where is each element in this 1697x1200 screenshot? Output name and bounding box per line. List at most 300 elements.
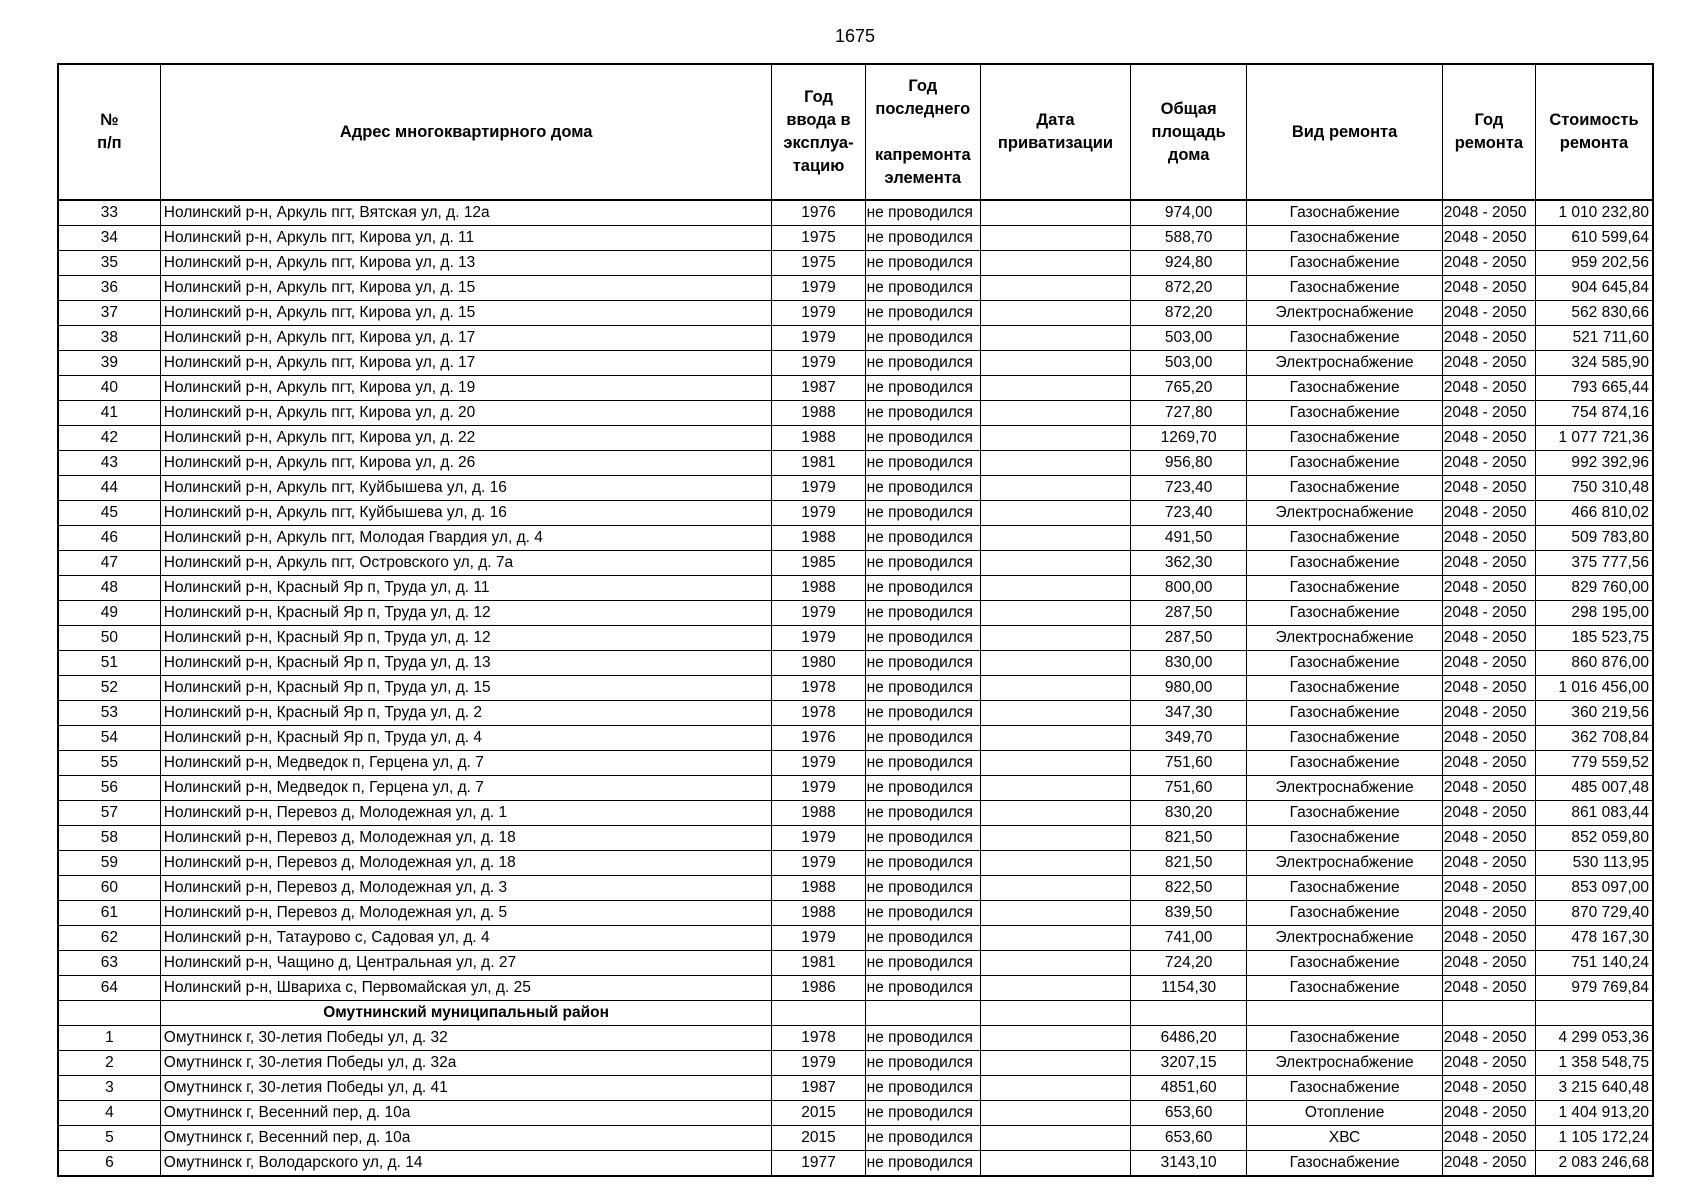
privatization-date-cell <box>981 1026 1131 1051</box>
address-cell: Нолинский р-н, Аркуль пгт, Кирова ул, д. 26 <box>160 451 772 476</box>
last-overhaul-cell: не проводился <box>865 551 980 576</box>
last-overhaul-cell: не проводился <box>865 401 980 426</box>
table-row <box>58 826 1653 851</box>
total-area-cell: 4851,60 <box>1130 1076 1246 1101</box>
row-number: 48 <box>58 576 160 601</box>
repair-kind-cell: Газоснабжение <box>1247 701 1442 726</box>
last-overhaul-cell: не проводился <box>865 301 980 326</box>
year-commissioned-cell: 1988 <box>772 876 865 901</box>
last-overhaul-cell: не проводился <box>865 801 980 826</box>
privatization-date-cell <box>981 926 1131 951</box>
last-overhaul-cell: не проводился <box>865 526 980 551</box>
year-commissioned-cell: 1988 <box>772 426 865 451</box>
address-cell: Нолинский р-н, Красный Яр п, Труда ул, д. 4 <box>160 726 772 751</box>
year-commissioned-cell: 1980 <box>772 651 865 676</box>
address-cell: Нолинский р-н, Аркуль пгт, Островского ул, д. 7а <box>160 551 772 576</box>
repair-kind-cell: Газоснабжение <box>1247 901 1442 926</box>
last-overhaul-cell: не проводился <box>865 326 980 351</box>
row-number: 63 <box>58 951 160 976</box>
address-cell: Нолинский р-н, Аркуль пгт, Кирова ул, д. 17 <box>160 351 772 376</box>
privatization-date-cell <box>981 276 1131 301</box>
privatization-date-cell <box>981 651 1131 676</box>
total-area-cell: 765,20 <box>1130 376 1246 401</box>
year-commissioned-cell: 1979 <box>772 751 865 776</box>
address-cell: Нолинский р-н, Аркуль пгт, Кирова ул, д. 17 <box>160 326 772 351</box>
repair-cost-cell: 185 523,75 <box>1535 626 1653 651</box>
repair-kind-cell: Газоснабжение <box>1247 726 1442 751</box>
address-cell: Нолинский р-н, Аркуль пгт, Кирова ул, д. 22 <box>160 426 772 451</box>
repair-kind-cell: Газоснабжение <box>1247 1151 1442 1177</box>
table-row <box>58 501 1653 526</box>
repair-cost-cell: 959 202,56 <box>1535 251 1653 276</box>
total-area-cell: 347,30 <box>1130 701 1246 726</box>
repair-cost-cell: 324 585,90 <box>1535 351 1653 376</box>
table-body-omutninsky <box>58 1026 1653 1177</box>
row-number: 47 <box>58 551 160 576</box>
address-cell: Нолинский р-н, Медведок п, Герцена ул, д. 7 <box>160 776 772 801</box>
privatization-date-cell <box>981 751 1131 776</box>
address-cell: Нолинский р-н, Аркуль пгт, Кирова ул, д. 15 <box>160 301 772 326</box>
address-cell: Нолинский р-н, Швариха с, Первомайская ул, д. 25 <box>160 976 772 1001</box>
row-number: 5 <box>58 1126 160 1151</box>
last-overhaul-cell: не проводился <box>865 976 980 1001</box>
last-overhaul-cell: не проводился <box>865 351 980 376</box>
last-overhaul-cell: не проводился <box>865 1076 980 1101</box>
total-area-cell: 980,00 <box>1130 676 1246 701</box>
year-commissioned-cell: 1979 <box>772 476 865 501</box>
repair-kind-cell: Газоснабжение <box>1247 451 1442 476</box>
privatization-date-cell <box>981 701 1131 726</box>
total-area-cell: 800,00 <box>1130 576 1246 601</box>
privatization-date-cell <box>981 376 1131 401</box>
privatization-date-cell <box>981 1126 1131 1151</box>
last-overhaul-cell: не проводился <box>865 251 980 276</box>
repair-year-cell: 2048 - 2050 <box>1442 626 1535 651</box>
repair-year-cell: 2048 - 2050 <box>1442 851 1535 876</box>
table-body-nolinsky <box>58 200 1653 1001</box>
row-number: 51 <box>58 651 160 676</box>
table-row <box>58 601 1653 626</box>
repair-year-cell: 2048 - 2050 <box>1442 726 1535 751</box>
address-cell: Нолинский р-н, Перевоз д, Молодежная ул, д. 5 <box>160 901 772 926</box>
table-cell <box>1442 1001 1535 1026</box>
table-row <box>58 476 1653 501</box>
table-header <box>58 64 1653 200</box>
repair-cost-cell: 870 729,40 <box>1535 901 1653 926</box>
repair-year-cell: 2048 - 2050 <box>1442 701 1535 726</box>
repair-cost-cell: 1 010 232,80 <box>1535 200 1653 226</box>
table-row <box>58 626 1653 651</box>
address-cell: Омутнинск г, Весенний пер, д. 10а <box>160 1126 772 1151</box>
address-cell: Нолинский р-н, Аркуль пгт, Кирова ул, д. 20 <box>160 401 772 426</box>
year-commissioned-cell: 1979 <box>772 301 865 326</box>
row-number: 43 <box>58 451 160 476</box>
year-commissioned-cell: 1977 <box>772 1151 865 1177</box>
privatization-date-cell <box>981 1101 1131 1126</box>
row-number: 50 <box>58 626 160 651</box>
last-overhaul-cell: не проводился <box>865 851 980 876</box>
privatization-date-cell <box>981 951 1131 976</box>
address-cell: Нолинский р-н, Татаурово с, Садовая ул, д. 4 <box>160 926 772 951</box>
total-area-cell: 491,50 <box>1130 526 1246 551</box>
address-cell: Нолинский р-н, Аркуль пгт, Куйбышева ул, д. 16 <box>160 476 772 501</box>
repair-cost-cell: 562 830,66 <box>1535 301 1653 326</box>
repair-year-cell: 2048 - 2050 <box>1442 776 1535 801</box>
total-area-cell: 830,00 <box>1130 651 1246 676</box>
repair-cost-cell: 751 140,24 <box>1535 951 1653 976</box>
last-overhaul-cell: не проводился <box>865 651 980 676</box>
repair-year-cell: 2048 - 2050 <box>1442 276 1535 301</box>
repair-cost-cell: 509 783,80 <box>1535 526 1653 551</box>
row-number: 3 <box>58 1076 160 1101</box>
repair-year-cell: 2048 - 2050 <box>1442 801 1535 826</box>
row-number: 57 <box>58 801 160 826</box>
table-cell <box>58 1001 160 1026</box>
total-area-cell: 741,00 <box>1130 926 1246 951</box>
table-row <box>58 1126 1653 1151</box>
last-overhaul-cell: не проводился <box>865 426 980 451</box>
repair-year-cell: 2048 - 2050 <box>1442 1076 1535 1101</box>
address-cell: Нолинский р-н, Аркуль пгт, Кирова ул, д. 15 <box>160 276 772 301</box>
address-cell: Нолинский р-н, Аркуль пгт, Вятская ул, д. 12а <box>160 200 772 226</box>
repair-cost-cell: 478 167,30 <box>1535 926 1653 951</box>
address-cell: Нолинский р-н, Аркуль пгт, Кирова ул, д. 13 <box>160 251 772 276</box>
table-row <box>58 426 1653 451</box>
address-cell: Нолинский р-н, Красный Яр п, Труда ул, д. 2 <box>160 701 772 726</box>
table-row <box>58 526 1653 551</box>
repair-kind-cell: Газоснабжение <box>1247 426 1442 451</box>
repair-year-cell: 2048 - 2050 <box>1442 676 1535 701</box>
total-area-cell: 588,70 <box>1130 226 1246 251</box>
last-overhaul-cell: не проводился <box>865 626 980 651</box>
year-commissioned-cell: 1988 <box>772 901 865 926</box>
row-number: 49 <box>58 601 160 626</box>
repair-cost-cell: 298 195,00 <box>1535 601 1653 626</box>
total-area-cell: 349,70 <box>1130 726 1246 751</box>
district-row <box>58 1001 1653 1026</box>
repair-kind-cell: Газоснабжение <box>1247 476 1442 501</box>
repair-kind-cell: Газоснабжение <box>1247 801 1442 826</box>
privatization-date-cell <box>981 451 1131 476</box>
repair-year-cell: 2048 - 2050 <box>1442 876 1535 901</box>
repair-registry-table <box>57 63 1654 1177</box>
privatization-date-cell <box>981 526 1131 551</box>
repair-year-cell: 2048 - 2050 <box>1442 526 1535 551</box>
table-row <box>58 751 1653 776</box>
repair-year-cell: 2048 - 2050 <box>1442 901 1535 926</box>
total-area-cell: 974,00 <box>1130 200 1246 226</box>
repair-year-cell: 2048 - 2050 <box>1442 251 1535 276</box>
last-overhaul-cell: не проводился <box>865 1051 980 1076</box>
address-cell: Нолинский р-н, Красный Яр п, Труда ул, д. 15 <box>160 676 772 701</box>
address-cell: Нолинский р-н, Перевоз д, Молодежная ул, д. 18 <box>160 851 772 876</box>
repair-cost-cell: 1 358 548,75 <box>1535 1051 1653 1076</box>
row-number: 56 <box>58 776 160 801</box>
year-commissioned-cell: 1979 <box>772 851 865 876</box>
repair-year-cell: 2048 - 2050 <box>1442 1101 1535 1126</box>
row-number: 45 <box>58 501 160 526</box>
total-area-cell: 839,50 <box>1130 901 1246 926</box>
repair-cost-cell: 853 097,00 <box>1535 876 1653 901</box>
repair-cost-cell: 779 559,52 <box>1535 751 1653 776</box>
repair-cost-cell: 793 665,44 <box>1535 376 1653 401</box>
last-overhaul-cell: не проводился <box>865 451 980 476</box>
repair-year-cell: 2048 - 2050 <box>1442 551 1535 576</box>
address-cell: Нолинский р-н, Перевоз д, Молодежная ул, д. 3 <box>160 876 772 901</box>
year-commissioned-cell: 1979 <box>772 926 865 951</box>
row-number: 1 <box>58 1026 160 1051</box>
last-overhaul-cell: не проводился <box>865 226 980 251</box>
year-commissioned-cell: 1978 <box>772 676 865 701</box>
year-commissioned-cell: 1988 <box>772 576 865 601</box>
address-cell: Нолинский р-н, Аркуль пгт, Молодая Гвардия ул, д. 4 <box>160 526 772 551</box>
repair-kind-cell: Электроснабжение <box>1247 351 1442 376</box>
row-number: 4 <box>58 1101 160 1126</box>
total-area-cell: 956,80 <box>1130 451 1246 476</box>
total-area-cell: 872,20 <box>1130 301 1246 326</box>
table-row <box>58 1101 1653 1126</box>
privatization-date-cell <box>981 726 1131 751</box>
privatization-date-cell <box>981 676 1131 701</box>
repair-cost-cell: 485 007,48 <box>1535 776 1653 801</box>
year-commissioned-cell: 1975 <box>772 226 865 251</box>
address-cell: Нолинский р-н, Красный Яр п, Труда ул, д. 12 <box>160 626 772 651</box>
year-commissioned-cell: 1988 <box>772 526 865 551</box>
last-overhaul-cell: не проводился <box>865 376 980 401</box>
last-overhaul-cell: не проводился <box>865 901 980 926</box>
last-overhaul-cell: не проводился <box>865 476 980 501</box>
repair-year-cell: 2048 - 2050 <box>1442 1026 1535 1051</box>
last-overhaul-cell: не проводился <box>865 1151 980 1177</box>
year-commissioned-cell: 1979 <box>772 826 865 851</box>
row-number: 6 <box>58 1151 160 1177</box>
district-title: Омутнинский муниципальный район <box>160 1001 772 1026</box>
row-number: 37 <box>58 301 160 326</box>
repair-year-cell: 2048 - 2050 <box>1442 426 1535 451</box>
row-number: 52 <box>58 676 160 701</box>
privatization-date-cell <box>981 576 1131 601</box>
address-cell: Нолинский р-н, Перевоз д, Молодежная ул, д. 1 <box>160 801 772 826</box>
total-area-cell: 503,00 <box>1130 326 1246 351</box>
repair-year-cell: 2048 - 2050 <box>1442 1126 1535 1151</box>
total-area-cell: 723,40 <box>1130 476 1246 501</box>
total-area-cell: 362,30 <box>1130 551 1246 576</box>
last-overhaul-cell: не проводился <box>865 1126 980 1151</box>
repair-kind-cell: Отопление <box>1247 1101 1442 1126</box>
repair-kind-cell: Газоснабжение <box>1247 1076 1442 1101</box>
repair-kind-cell: Газоснабжение <box>1247 251 1442 276</box>
table-row <box>58 901 1653 926</box>
row-number: 33 <box>58 200 160 226</box>
repair-year-cell: 2048 - 2050 <box>1442 226 1535 251</box>
repair-cost-cell: 4 299 053,36 <box>1535 1026 1653 1051</box>
last-overhaul-cell: не проводился <box>865 676 980 701</box>
address-cell: Нолинский р-н, Красный Яр п, Труда ул, д. 13 <box>160 651 772 676</box>
repair-cost-cell: 1 077 721,36 <box>1535 426 1653 451</box>
repair-kind-cell: Электроснабжение <box>1247 626 1442 651</box>
repair-cost-cell: 860 876,00 <box>1535 651 1653 676</box>
repair-year-cell: 2048 - 2050 <box>1442 451 1535 476</box>
repair-kind-cell: Газоснабжение <box>1247 200 1442 226</box>
last-overhaul-cell: не проводился <box>865 751 980 776</box>
repair-cost-cell: 466 810,02 <box>1535 501 1653 526</box>
header-repair-kind: Вид ремонта <box>1247 64 1442 200</box>
repair-cost-cell: 1 105 172,24 <box>1535 1126 1653 1151</box>
total-area-cell: 3143,10 <box>1130 1151 1246 1177</box>
table-row <box>58 276 1653 301</box>
repair-cost-cell: 754 874,16 <box>1535 401 1653 426</box>
row-number: 58 <box>58 826 160 851</box>
table-row <box>58 726 1653 751</box>
address-cell: Нолинский р-н, Перевоз д, Молодежная ул, д. 18 <box>160 826 772 851</box>
privatization-date-cell <box>981 551 1131 576</box>
last-overhaul-cell: не проводился <box>865 876 980 901</box>
row-number: 44 <box>58 476 160 501</box>
total-area-cell: 727,80 <box>1130 401 1246 426</box>
address-cell: Нолинский р-н, Аркуль пгт, Кирова ул, д. 19 <box>160 376 772 401</box>
address-cell: Нолинский р-н, Медведок п, Герцена ул, д. 7 <box>160 751 772 776</box>
repair-cost-cell: 904 645,84 <box>1535 276 1653 301</box>
repair-kind-cell: Газоснабжение <box>1247 276 1442 301</box>
table-row <box>58 1151 1653 1177</box>
privatization-date-cell <box>981 901 1131 926</box>
address-cell: Омутнинск г, 30-летия Победы ул, д. 32 <box>160 1026 772 1051</box>
repair-kind-cell: Газоснабжение <box>1247 826 1442 851</box>
total-area-cell: 751,60 <box>1130 776 1246 801</box>
privatization-date-cell <box>981 401 1131 426</box>
header-last-overhaul: Год последнего капремонта элемента <box>865 64 980 200</box>
repair-kind-cell: Газоснабжение <box>1247 651 1442 676</box>
privatization-date-cell <box>981 426 1131 451</box>
row-number: 54 <box>58 726 160 751</box>
repair-year-cell: 2048 - 2050 <box>1442 200 1535 226</box>
year-commissioned-cell: 1979 <box>772 776 865 801</box>
header-address: Адрес многоквартирного дома <box>160 64 772 200</box>
year-commissioned-cell: 1979 <box>772 326 865 351</box>
repair-kind-cell: ХВС <box>1247 1126 1442 1151</box>
total-area-cell: 503,00 <box>1130 351 1246 376</box>
last-overhaul-cell: не проводился <box>865 826 980 851</box>
repair-year-cell: 2048 - 2050 <box>1442 376 1535 401</box>
year-commissioned-cell: 1979 <box>772 351 865 376</box>
year-commissioned-cell: 1975 <box>772 251 865 276</box>
table-row <box>58 376 1653 401</box>
repair-cost-cell: 750 310,48 <box>1535 476 1653 501</box>
table-cell <box>981 1001 1131 1026</box>
year-commissioned-cell: 1979 <box>772 1051 865 1076</box>
privatization-date-cell <box>981 501 1131 526</box>
repair-cost-cell: 1 404 913,20 <box>1535 1101 1653 1126</box>
repair-kind-cell: Электроснабжение <box>1247 501 1442 526</box>
total-area-cell: 751,60 <box>1130 751 1246 776</box>
header-num: № п/п <box>58 64 160 200</box>
last-overhaul-cell: не проводился <box>865 601 980 626</box>
last-overhaul-cell: не проводился <box>865 576 980 601</box>
last-overhaul-cell: не проводился <box>865 776 980 801</box>
table-row <box>58 351 1653 376</box>
table-row <box>58 226 1653 251</box>
row-number: 59 <box>58 851 160 876</box>
year-commissioned-cell: 1976 <box>772 200 865 226</box>
table-row <box>58 926 1653 951</box>
total-area-cell: 653,60 <box>1130 1101 1246 1126</box>
table-row <box>58 776 1653 801</box>
table-row <box>58 451 1653 476</box>
privatization-date-cell <box>981 326 1131 351</box>
table-row <box>58 326 1653 351</box>
year-commissioned-cell: 1988 <box>772 401 865 426</box>
total-area-cell: 1269,70 <box>1130 426 1246 451</box>
row-number: 62 <box>58 926 160 951</box>
total-area-cell: 723,40 <box>1130 501 1246 526</box>
table-row <box>58 1076 1653 1101</box>
privatization-date-cell <box>981 351 1131 376</box>
year-commissioned-cell: 1978 <box>772 701 865 726</box>
table-row <box>58 551 1653 576</box>
year-commissioned-cell: 1981 <box>772 451 865 476</box>
repair-kind-cell: Газоснабжение <box>1247 676 1442 701</box>
last-overhaul-cell: не проводился <box>865 701 980 726</box>
table-row <box>58 200 1653 226</box>
privatization-date-cell <box>981 226 1131 251</box>
table-row <box>58 876 1653 901</box>
repair-cost-cell: 610 599,64 <box>1535 226 1653 251</box>
table-cell <box>865 1001 980 1026</box>
privatization-date-cell <box>981 1151 1131 1177</box>
total-area-cell: 287,50 <box>1130 601 1246 626</box>
repair-year-cell: 2048 - 2050 <box>1442 651 1535 676</box>
row-number: 34 <box>58 226 160 251</box>
repair-kind-cell: Электроснабжение <box>1247 926 1442 951</box>
privatization-date-cell <box>981 976 1131 1001</box>
repair-cost-cell: 829 760,00 <box>1535 576 1653 601</box>
repair-cost-cell: 979 769,84 <box>1535 976 1653 1001</box>
row-number: 41 <box>58 401 160 426</box>
table-row <box>58 976 1653 1001</box>
row-number: 64 <box>58 976 160 1001</box>
repair-kind-cell: Газоснабжение <box>1247 226 1442 251</box>
year-commissioned-cell: 2015 <box>772 1126 865 1151</box>
privatization-date-cell <box>981 476 1131 501</box>
repair-year-cell: 2048 - 2050 <box>1442 326 1535 351</box>
repair-cost-cell: 2 083 246,68 <box>1535 1151 1653 1177</box>
repair-kind-cell: Электроснабжение <box>1247 1051 1442 1076</box>
total-area-cell: 1154,30 <box>1130 976 1246 1001</box>
page-number: 1675 <box>834 26 876 46</box>
repair-year-cell: 2048 - 2050 <box>1442 951 1535 976</box>
privatization-date-cell <box>981 601 1131 626</box>
address-cell: Омутнинск г, Весенний пер, д. 10а <box>160 1101 772 1126</box>
repair-kind-cell: Газоснабжение <box>1247 951 1442 976</box>
table-row <box>58 251 1653 276</box>
table-row <box>58 1051 1653 1076</box>
row-number: 55 <box>58 751 160 776</box>
privatization-date-cell <box>981 1051 1131 1076</box>
year-commissioned-cell: 1988 <box>772 801 865 826</box>
year-commissioned-cell: 1976 <box>772 726 865 751</box>
year-commissioned-cell: 1985 <box>772 551 865 576</box>
repair-kind-cell: Газоснабжение <box>1247 1026 1442 1051</box>
repair-cost-cell: 530 113,95 <box>1535 851 1653 876</box>
address-cell: Омутнинск г, 30-летия Победы ул, д. 41 <box>160 1076 772 1101</box>
repair-year-cell: 2048 - 2050 <box>1442 301 1535 326</box>
last-overhaul-cell: не проводился <box>865 726 980 751</box>
year-commissioned-cell: 1979 <box>772 276 865 301</box>
repair-cost-cell: 362 708,84 <box>1535 726 1653 751</box>
row-number: 40 <box>58 376 160 401</box>
privatization-date-cell <box>981 626 1131 651</box>
year-commissioned-cell: 1987 <box>772 376 865 401</box>
